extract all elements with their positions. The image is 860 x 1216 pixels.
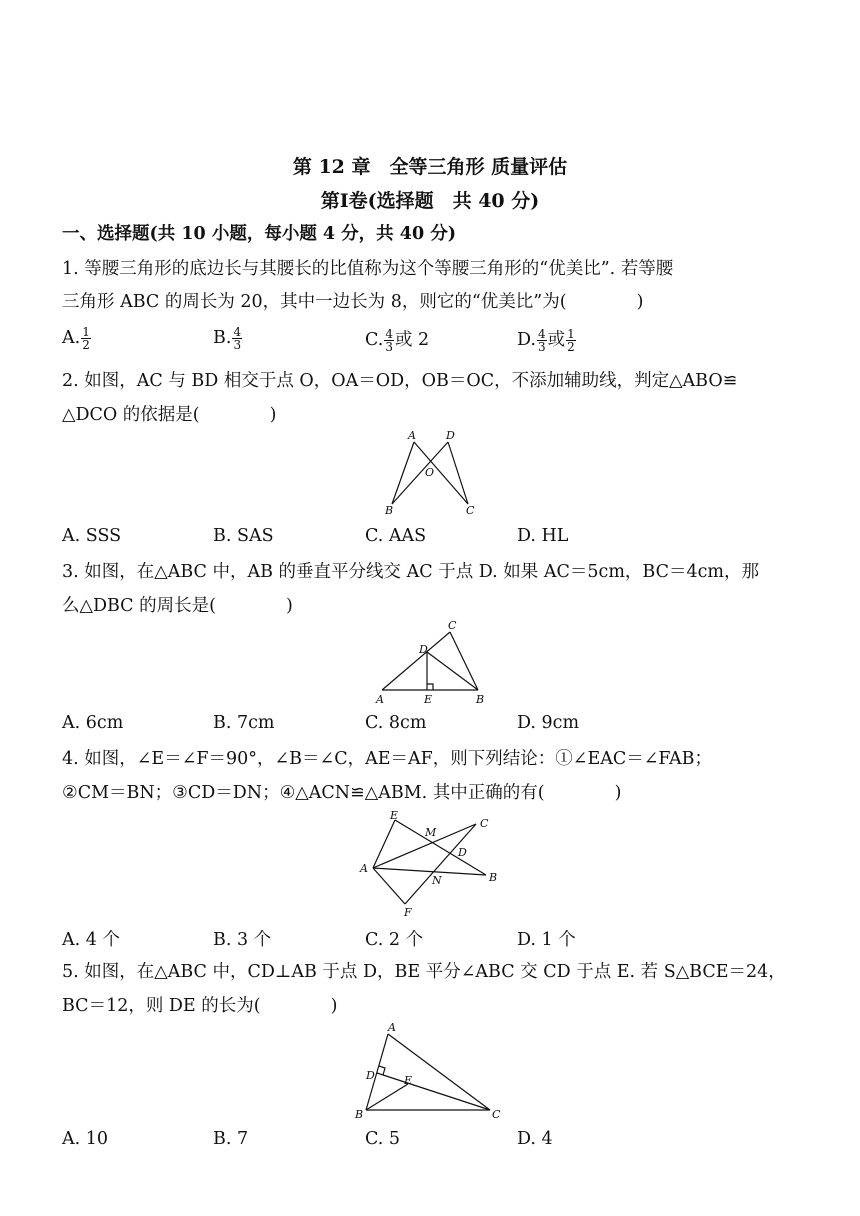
label-A: A: [388, 1021, 396, 1034]
label-D: D: [419, 643, 428, 656]
q4-line-1: 4. 如图，∠E＝∠F＝90°，∠B＝∠C，AE＝AF，则下列结论：①∠EAC＝∠FAB；: [62, 749, 713, 769]
label-E: E: [404, 1074, 413, 1087]
q5-figure: [348, 1020, 508, 1128]
label-D: D: [366, 1069, 375, 1082]
fraction: $\frac{4}{3}$: [385, 327, 393, 354]
label-F: F: [404, 906, 412, 919]
q4-figure-svg: [356, 808, 506, 920]
label-A: A: [376, 693, 384, 706]
fraction: $\frac{4}{3}$: [537, 327, 546, 354]
q4-option-b[interactable]: B. 3 个: [213, 930, 272, 950]
q3-line-2: 么△DBC 的周长是( ): [62, 596, 293, 616]
q1-line-1: 1. 等腰三角形的底边长与其腰长的比值称为这个等腰三角形的“优美比”. 若等腰: [62, 259, 674, 279]
label-C: C: [448, 619, 457, 632]
label-M: M: [425, 826, 437, 839]
q3-options: [62, 713, 802, 743]
q5-options: [62, 1129, 802, 1159]
q3-figure: [370, 618, 500, 714]
q4-line-2: ②CM＝BN；③CD＝DN；④△ACN≌△ABM. 其中正确的有( ): [62, 783, 622, 803]
q4-option-a[interactable]: A. 4 个: [62, 930, 120, 950]
fraction: $\frac{1}{2}$: [82, 325, 90, 352]
q3-option-c[interactable]: C. 8cm: [365, 713, 427, 733]
q5-line-2: BC＝12，则 DE 的长为( ): [62, 996, 338, 1016]
q2-option-a[interactable]: A. SSS: [62, 526, 122, 546]
q4-option-d[interactable]: D. 1 个: [517, 930, 576, 950]
q5-line-1: 5. 如图，在△ABC 中，CD⊥AB 于点 D，BE 平分∠ABC 交 CD 于点 E. 若 S△BCE＝24，: [62, 962, 786, 982]
q2-line-1: 2. 如图，AC 与 BD 相交于点 O，OA＝OD，OB＝OC，不添加辅助线，判定△ABO≌: [62, 371, 738, 391]
label-D: D: [458, 846, 467, 859]
label-C: C: [466, 504, 475, 517]
q1-option-b[interactable]: B. $\frac{4}{3}$: [213, 325, 242, 352]
label-C: C: [492, 1108, 501, 1121]
label-D: D: [446, 429, 455, 442]
q1-line-2: 三角形 ABC 的周长为 20，其中一边长为 8，则它的“优美比”为( ): [62, 292, 644, 312]
q3-option-d[interactable]: D. 9cm: [517, 713, 580, 733]
q1-options: [62, 326, 802, 356]
label-E: E: [424, 693, 433, 706]
q3-option-b[interactable]: B. 7cm: [213, 713, 275, 733]
q1-option-d[interactable]: D. $\frac{4}{3}$ 或 $\frac{1}{2}$: [517, 327, 575, 354]
label-B: B: [489, 871, 498, 884]
page-title: 第 12 章 全等三角形 质量评估: [292, 156, 568, 178]
q2-option-c[interactable]: C. AAS: [365, 526, 427, 546]
q3-figure-svg: [370, 618, 500, 710]
q1-option-c[interactable]: C. $\frac{4}{3}$ 或 2: [365, 327, 430, 354]
fraction: $\frac{4}{3}$: [233, 325, 242, 352]
q4-options: [62, 926, 802, 956]
label-N: N: [432, 874, 442, 887]
q2-figure-svg: [376, 428, 486, 520]
q1-option-a[interactable]: A. $\frac{1}{2}$: [62, 325, 90, 352]
q4-figure: [356, 808, 506, 924]
label-A: A: [360, 862, 368, 875]
q5-option-a[interactable]: A. 10: [62, 1129, 109, 1149]
label-E: E: [390, 809, 399, 822]
q3-option-a[interactable]: A. 6cm: [62, 713, 124, 733]
label-B: B: [355, 1108, 364, 1121]
q5-option-d[interactable]: D. 4: [517, 1129, 553, 1149]
q2-figure: [376, 428, 486, 524]
page-subtitle: 第Ⅰ卷(选择题 共 40 分): [320, 190, 540, 212]
q5-option-b[interactable]: B. 7: [213, 1129, 249, 1149]
label-B: B: [385, 504, 394, 517]
q2-option-b[interactable]: B. SAS: [213, 526, 274, 546]
label-O: O: [425, 466, 435, 479]
q5-figure-svg: [348, 1020, 508, 1124]
q2-option-d[interactable]: D. HL: [517, 526, 569, 546]
section-heading: 一、选择题(共 10 小题，每小题 4 分，共 40 分): [62, 224, 456, 244]
q3-line-1: 3. 如图，在△ABC 中，AB 的垂直平分线交 AC 于点 D. 如果 AC＝5cm，BC＝4cm，那: [62, 562, 760, 582]
q2-options: [62, 526, 802, 556]
label-B: B: [476, 693, 485, 706]
q2-line-2: △DCO 的依据是( ): [62, 405, 277, 425]
fraction: $\frac{1}{2}$: [567, 327, 575, 354]
label-C: C: [480, 817, 489, 830]
label-A: A: [408, 429, 416, 442]
q4-option-c[interactable]: C. 2 个: [365, 930, 424, 950]
q5-option-c[interactable]: C. 5: [365, 1129, 401, 1149]
